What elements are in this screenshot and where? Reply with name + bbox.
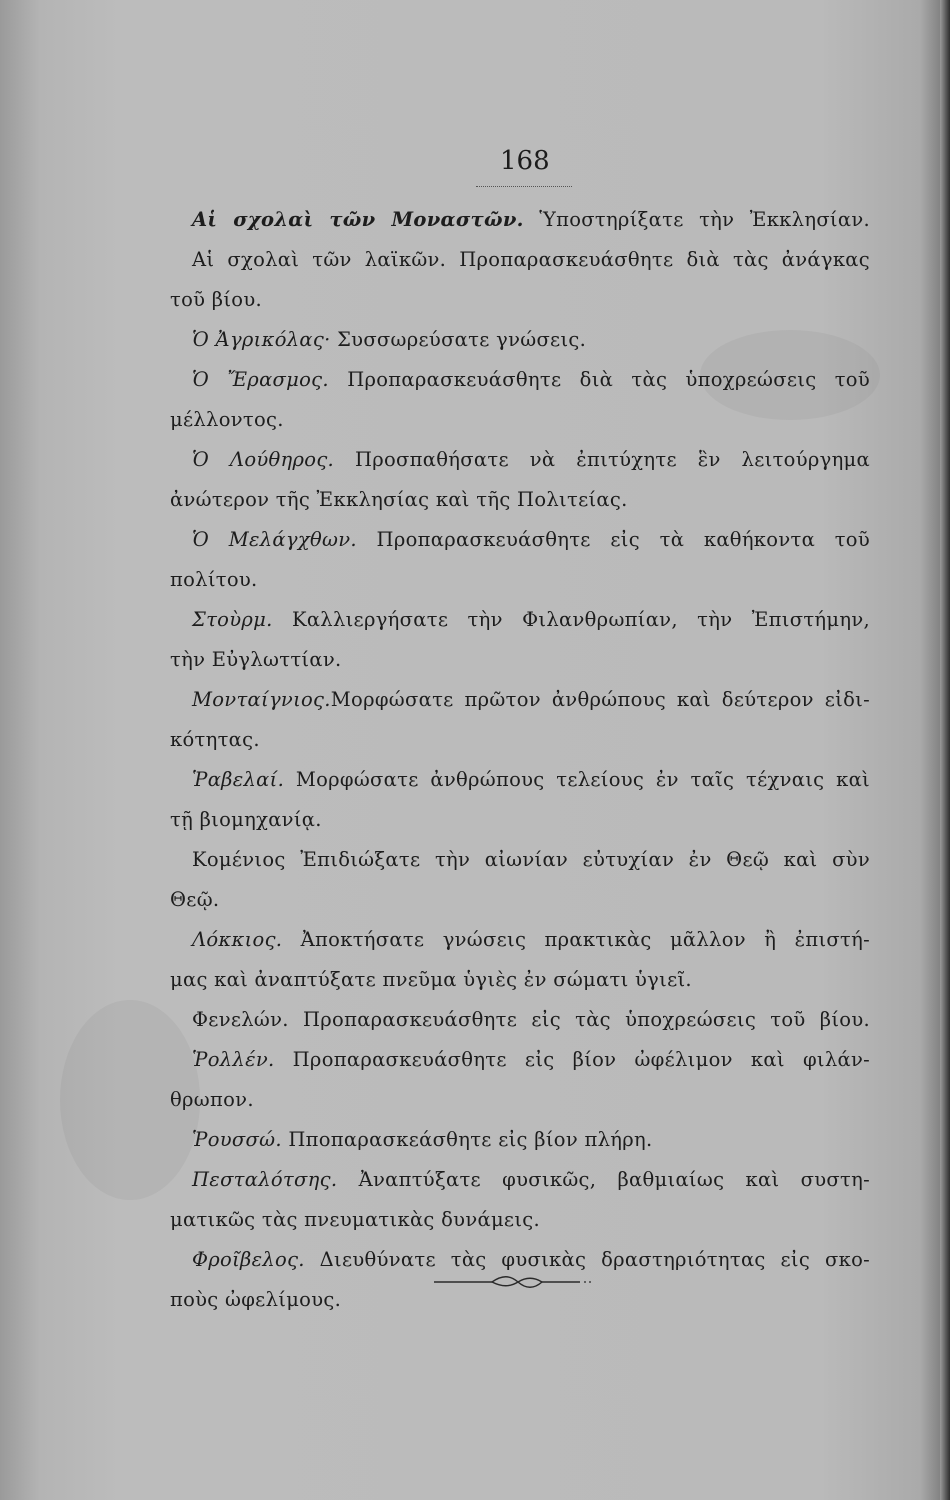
author-name: Ῥολλέν. <box>192 1048 275 1071</box>
page-number-rule <box>476 186 572 187</box>
text-line <box>170 1120 870 1160</box>
text-line <box>170 440 870 480</box>
text-line <box>170 680 870 720</box>
text-line <box>170 520 870 560</box>
line-text: Θεῷ. <box>170 888 220 911</box>
line-text: Προπαρασκευάσθητε εἰς τὰ καθήκοντα τοῦ <box>376 528 870 551</box>
text-body <box>170 200 870 1320</box>
text-line <box>170 280 870 320</box>
line-text: ματικῶς τὰς πνευματικὰς δυνάμεις. <box>170 1208 540 1231</box>
line-text: ἀνώτερον τῆς Ἐκκλησίας καὶ τῆς Πολιτείας. <box>170 488 628 511</box>
line-text: κότητας. <box>170 728 260 751</box>
text-line <box>170 200 870 240</box>
line-text: ποὺς ὠφελίμους. <box>170 1288 342 1311</box>
page-number: 168 <box>500 146 550 176</box>
author-name: Φροῖβελος. <box>192 1248 305 1271</box>
line-text: Προπαρασκευάσθητε εἰς βίον ὠφέλιμον καὶ φιλάν- <box>292 1048 870 1071</box>
text-line <box>170 320 870 360</box>
line-text: πολίτου. <box>170 568 258 591</box>
line-text: Διευθύνατε τὰς φυσικὰς δραστηριότητας εἰς σκο- <box>319 1248 870 1271</box>
text-line <box>170 880 870 920</box>
author-name: Μονταίγνιος. <box>192 688 331 711</box>
line-text: Ἀποκτήσατε γνώσεις πρακτικὰς μᾶλλον ἢ ἐπιστή- <box>300 928 870 951</box>
line-text: Προσπαθήσατε νὰ ἐπιτύχητε ἓν λειτούργημα <box>354 448 870 471</box>
line-text: Ὑποστηρίξατε τὴν Ἐκκλησίαν. <box>539 208 870 231</box>
line-text: μέλλοντος. <box>170 408 284 431</box>
line-text: Μορφώσατε πρῶτον ἀνθρώπους καὶ δεύτερον εἰδι- <box>330 688 870 711</box>
text-line <box>170 720 870 760</box>
author-name: Ῥαβελαί. <box>192 768 285 791</box>
author-name: Λόκκιος. <box>192 928 283 951</box>
text-line <box>170 560 870 600</box>
author-name: Ὁ Ἔρασμος. <box>192 368 329 391</box>
line-text: τῇ βιομηχανίᾳ. <box>170 808 322 831</box>
text-line <box>170 1040 870 1080</box>
author-name: Αἱ σχολαὶ τῶν Μοναστῶν. <box>192 208 524 231</box>
text-line <box>170 1080 870 1120</box>
line-text: Κομένιος Ἐπιδιώξατε τὴν αἰωνίαν εὐτυχίαν ἐν Θεῷ καὶ σὺν <box>192 848 870 871</box>
text-line <box>170 600 870 640</box>
text-line <box>170 960 870 1000</box>
line-text: Μορφώσατε ἀνθρώπους τελείους ἐν ταῖς τέχναις καὶ <box>295 768 870 791</box>
text-line <box>170 240 870 280</box>
author-name: Ὁ Λούθηρος. <box>192 448 335 471</box>
line-text: τὴν Εὐγλωττίαν. <box>170 648 342 671</box>
text-line <box>170 400 870 440</box>
text-line <box>170 760 870 800</box>
text-line <box>170 840 870 880</box>
text-line <box>170 920 870 960</box>
line-text: μας καὶ ἀναπτύξατε πνεῦμα ὑγιὲς ἐν σώματι ὑγιεῖ. <box>170 968 692 991</box>
line-text: Προπαρασκευάσθητε διὰ τὰς ὑποχρεώσεις τοῦ <box>347 368 870 391</box>
line-text: Φενελών. Προπαρασκευάσθητε εἰς τὰς ὑποχρεώσεις τοῦ βίου. <box>192 1008 870 1031</box>
line-text: Καλλιεργήσατε τὴν Φιλανθρωπίαν, τὴν Ἐπιστήμην, <box>291 608 870 631</box>
page-edge-shadow <box>940 0 950 1500</box>
author-name: Στοὺρμ. <box>192 608 273 631</box>
tailpiece-ornament-icon <box>430 1272 610 1292</box>
author-name: Ῥουσσώ. <box>192 1128 282 1151</box>
author-name: Ὁ Μελάγχθων. <box>192 528 357 551</box>
text-line <box>170 360 870 400</box>
text-line <box>170 1200 870 1240</box>
line-text: Ἀναπτύξατε φυσικῶς, βαθμιαίως καὶ συστη- <box>358 1168 870 1191</box>
text-line <box>170 480 870 520</box>
text-line <box>170 640 870 680</box>
text-line <box>170 1000 870 1040</box>
line-text: Συσσωρεύσατε γνώσεις. <box>337 328 587 351</box>
text-line <box>170 800 870 840</box>
line-text: Αἱ σχολαὶ τῶν λαϊκῶν. Προπαρασκευάσθητε διὰ τὰς ἀνάγκας <box>192 248 870 271</box>
line-text: θρωπον. <box>170 1088 254 1111</box>
author-name: Πεσταλότσης. <box>192 1168 338 1191</box>
text-line <box>170 1160 870 1200</box>
line-text: Πποπαρασκεάσθητε εἰς βίον πλήρη. <box>288 1128 653 1151</box>
author-name: Ὁ Ἀγρικόλας· <box>192 328 331 351</box>
line-text: τοῦ βίου. <box>170 288 262 311</box>
